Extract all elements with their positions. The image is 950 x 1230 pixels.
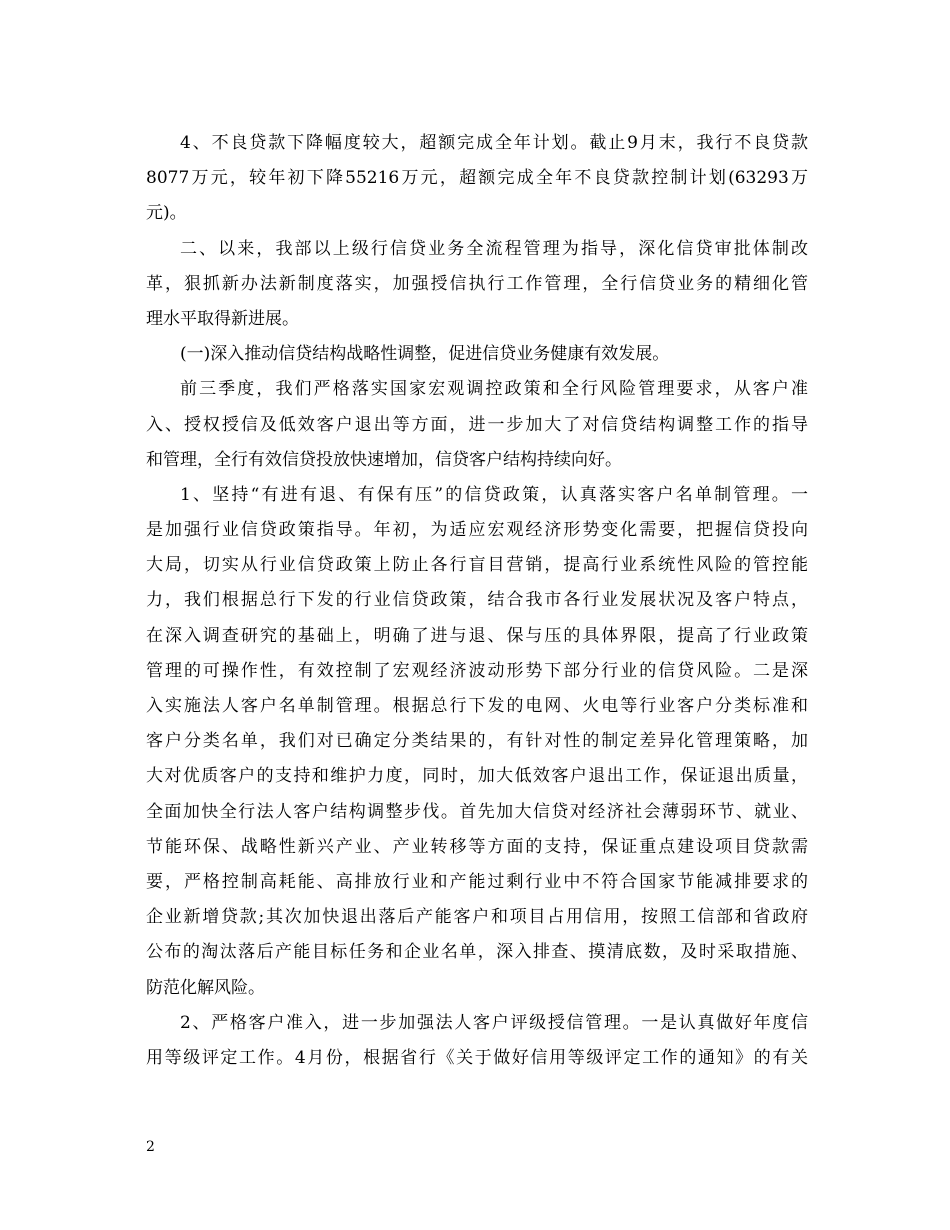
paragraph-line: 在深入调查研究的基础上，明确了进与退、保与压的具体界限，提高了行业政策	[146, 625, 808, 646]
paragraph-line: 大对优质客户的支持和维护力度，同时，加大低效客户退出工作，保证退出质量，	[146, 766, 808, 787]
paragraph-line: 前三季度，我们严格落实国家宏观调控政策和全行风险管理要求，从客户准	[180, 379, 808, 400]
paragraph-line: 防范化解风险。	[146, 977, 265, 998]
section-heading: (一)深入推动信贷结构战略性调整，促进信贷业务健康有效发展。	[180, 344, 670, 365]
page-number: 2	[146, 1139, 155, 1155]
paragraph-line: 企业新增贷款;其次加快退出落后产能客户和项目占用信用，按照工信部和省政府	[146, 907, 808, 928]
paragraph-line: 理水平取得新进展。	[146, 308, 299, 329]
paragraph-line: 和管理，全行有效信贷投放快速增加，信贷客户结构持续向好。	[146, 449, 622, 470]
paragraph-line: 8077万元，较年初下降55216万元，超额完成全年不良贷款控制计划(63293万	[146, 168, 808, 189]
paragraph-line: 大局，切实从行业信贷政策上防止各行盲目营销，提高行业系统性风险的管控能	[146, 555, 808, 576]
document-body	[146, 126, 808, 1076]
paragraph-line: 要，严格控制高耗能、高排放行业和产能过剩行业中不符合国家节能减排要求的	[146, 871, 808, 892]
paragraph-line: 管理的可操作性，有效控制了宏观经济波动形势下部分行业的信贷风险。二是深	[146, 660, 808, 681]
paragraph-line: 节能环保、战略性新兴产业、产业转移等方面的支持，保证重点建设项目贷款需	[146, 836, 808, 857]
paragraph-line: 客户分类名单，我们对已确定分类结果的，有针对性的制定差异化管理策略，加	[146, 731, 808, 752]
paragraph-line: 全面加快全行法人客户结构调整步伐。首先加大信贷对经济社会薄弱环节、就业、	[146, 801, 808, 822]
paragraph-line: 力，我们根据总行下发的行业信贷政策，结合我市各行业发展状况及客户特点，	[146, 590, 808, 611]
paragraph-line: 入实施法人客户名单制管理。根据总行下发的电网、火电等行业客户分类标准和	[146, 696, 808, 716]
paragraph-line: 用等级评定工作。4月份，根据省行《关于做好信用等级评定工作的通知》的有关	[146, 1047, 808, 1068]
paragraph-line: 革，狠抓新办法新制度落实，加强授信执行工作管理，全行信贷业务的精细化管	[146, 273, 808, 294]
paragraph-line: 1、坚持“有进有退、有保有压”的信贷政策，认真落实客户名单制管理。一	[180, 484, 808, 505]
paragraph-line: 2、严格客户准入，进一步加强法人客户评级授信管理。一是认真做好年度信	[180, 1012, 808, 1033]
paragraph-line: 二、以来，我部以上级行信贷业务全流程管理为指导，深化信贷审批体制改	[180, 238, 808, 259]
paragraph-line: 是加强行业信贷政策指导。年初，为适应宏观经济形势变化需要，把握信贷投向	[146, 520, 808, 541]
paragraph-line: 4、不良贷款下降幅度较大，超额完成全年计划。截止9月末，我行不良贷款	[180, 133, 808, 153]
paragraph-line: 元)。	[146, 203, 187, 224]
paragraph-line: 公布的淘汰落后产能目标任务和企业名单，深入排查、摸清底数，及时采取措施、	[146, 942, 808, 963]
paragraph-line: 入、授权授信及低效客户退出等方面，进一步加大了对信贷结构调整工作的指导	[146, 414, 808, 435]
